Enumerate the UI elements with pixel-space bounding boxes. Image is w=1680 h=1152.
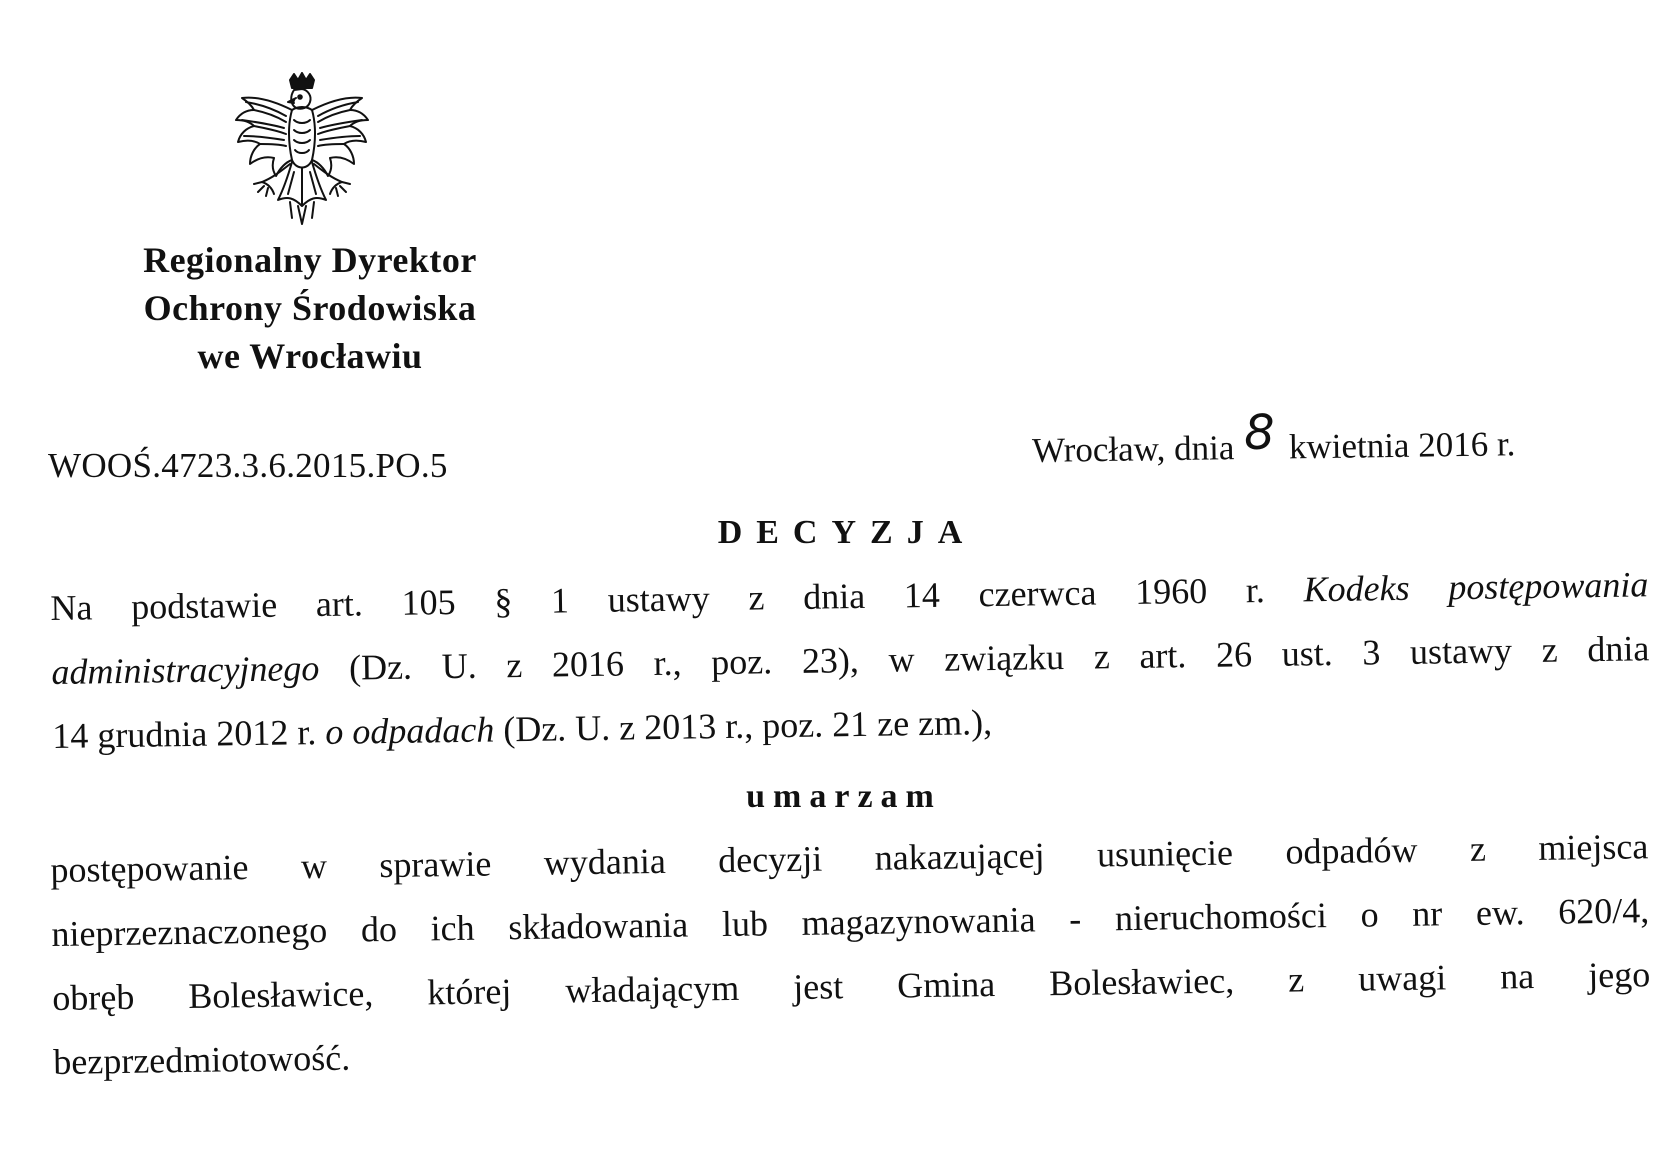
reference-number: WOOŚ.4723.3.6.2015.PO.5 xyxy=(48,446,448,485)
decision-line-4: bezprzedmiotowość. xyxy=(53,1037,351,1082)
decision-line-3: obręb Bolesławice, której władającym jest Gmina Bolesławiec, z uwagi na jego xyxy=(52,954,1651,1018)
legal-basis-text: (Dz. U. z 2013 r., poz. 21 ze zm.), xyxy=(502,702,993,750)
authority-line-3: we Wrocławiu xyxy=(197,336,423,376)
legal-basis-text: 14 grudnia 2012 r. xyxy=(52,712,317,756)
document-date xyxy=(1031,404,1516,474)
legal-act-title: Kodeks postępowania xyxy=(1303,564,1649,610)
legal-act-title: o odpadach xyxy=(325,709,495,752)
date-handwritten-day: 8 xyxy=(1243,404,1276,462)
date-suffix: kwietnia 2016 r. xyxy=(1288,424,1516,467)
decision-line-1: postępowanie w sprawie wydania decyzji nakazującej usunięcie odpadów z miejsca xyxy=(50,826,1649,890)
legal-basis-paragraph xyxy=(50,552,1653,768)
document-title: DECYZJA xyxy=(717,514,977,551)
issuing-authority xyxy=(95,236,525,380)
decision-word: umarzam xyxy=(746,778,942,815)
legal-act-title: administracyjnego xyxy=(51,648,320,692)
decision-line-2: nieprzeznaczonego do ich składowania lub magazynowania - nieruchomości o nr ew. 620/4, xyxy=(51,890,1650,954)
authority-line-2: Ochrony Środowiska xyxy=(143,288,477,328)
authority-line-1: Regionalny Dyrektor xyxy=(143,240,477,280)
polish-eagle-emblem-icon xyxy=(232,72,372,227)
legal-basis-text: Na podstawie art. 105 § 1 ustawy z dnia 14 czerwca 1960 r. xyxy=(50,569,1266,628)
decision-paragraph xyxy=(50,814,1654,1094)
date-prefix: Wrocław, dnia xyxy=(1031,428,1235,470)
legal-basis-text: (Dz. U. z 2016 r., poz. 23), w związku z art. 26 ust. 3 ustawy z dnia xyxy=(348,628,1650,688)
